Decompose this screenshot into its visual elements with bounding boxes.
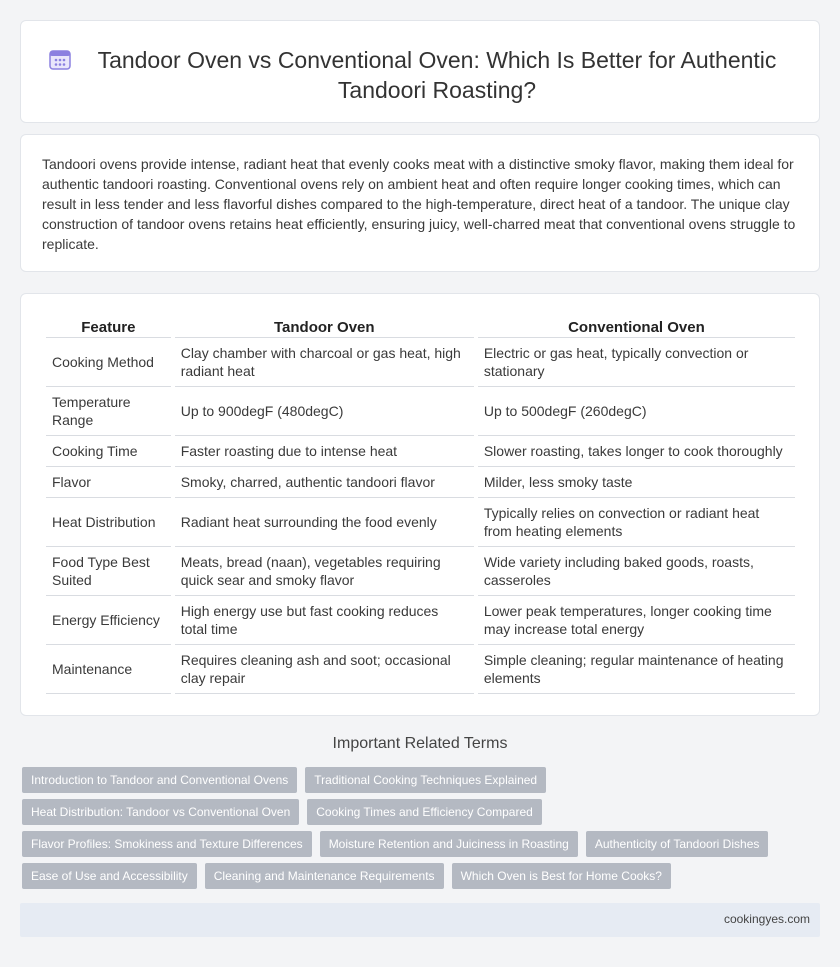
related-term-tag[interactable]: Heat Distribution: Tandoor vs Conventional Oven bbox=[22, 799, 299, 825]
feature-cell: Energy Efficiency bbox=[46, 596, 171, 645]
footer-site-link[interactable]: cookingyes.com bbox=[723, 912, 810, 926]
tandoor-cell: Meats, bread (naan), vegetables requiring quick sear and smoky flavor bbox=[175, 547, 474, 596]
header-feature: Feature bbox=[46, 316, 171, 338]
conventional-cell: Typically relies on convection or radiant heat from heating elements bbox=[478, 498, 795, 547]
tag-row bbox=[22, 767, 812, 793]
feature-cell: Maintenance bbox=[46, 645, 171, 694]
conventional-cell: Electric or gas heat, typically convection or stationary bbox=[478, 338, 795, 387]
related-terms-heading: Important Related Terms bbox=[332, 735, 508, 752]
tandoor-cell: Radiant heat surrounding the food evenly bbox=[175, 498, 474, 547]
table-row bbox=[46, 596, 795, 645]
related-term-tag[interactable]: Flavor Profiles: Smokiness and Texture Differences bbox=[22, 831, 312, 857]
table-header-row bbox=[46, 316, 795, 338]
related-term-tag[interactable]: Which Oven is Best for Home Cooks? bbox=[452, 863, 671, 889]
footer bbox=[20, 903, 820, 937]
tag-row bbox=[22, 799, 812, 825]
header-conventional-oven: Conventional Oven bbox=[478, 316, 795, 338]
related-term-tag[interactable]: Introduction to Tandoor and Conventional Ovens bbox=[22, 767, 297, 793]
conventional-cell: Up to 500degF (260degC) bbox=[478, 387, 795, 436]
tandoor-cell: Requires cleaning ash and soot; occasional clay repair bbox=[175, 645, 474, 694]
tandoor-cell: High energy use but fast cooking reduces total time bbox=[175, 596, 474, 645]
feature-cell: Cooking Time bbox=[46, 436, 171, 467]
table-row bbox=[46, 498, 795, 547]
conventional-cell: Slower roasting, takes longer to cook thoroughly bbox=[478, 436, 795, 467]
related-term-tag[interactable]: Cleaning and Maintenance Requirements bbox=[205, 863, 444, 889]
conventional-cell: Simple cleaning; regular maintenance of heating elements bbox=[478, 645, 795, 694]
conventional-cell: Milder, less smoky taste bbox=[478, 467, 795, 498]
table-row bbox=[46, 436, 795, 467]
related-term-tag[interactable]: Moisture Retention and Juiciness in Roasting bbox=[320, 831, 578, 857]
related-term-tag[interactable]: Traditional Cooking Techniques Explained bbox=[305, 767, 546, 793]
title-card bbox=[20, 20, 820, 123]
comparison-table-card bbox=[20, 293, 820, 716]
table-row bbox=[46, 338, 795, 387]
related-term-tag[interactable]: Ease of Use and Accessibility bbox=[22, 863, 197, 889]
page-title: Tandoor Oven vs Conventional Oven: Which Is Better for Authentic Tandoori Roasting? bbox=[97, 47, 777, 103]
feature-cell: Cooking Method bbox=[46, 338, 171, 387]
intro-card bbox=[20, 134, 820, 272]
table-row bbox=[46, 387, 795, 436]
related-term-tag[interactable]: Cooking Times and Efficiency Compared bbox=[307, 799, 542, 825]
table-row bbox=[46, 645, 795, 694]
tandoor-cell: Faster roasting due to intense heat bbox=[175, 436, 474, 467]
tandoor-cell: Clay chamber with charcoal or gas heat, high radiant heat bbox=[175, 338, 474, 387]
feature-cell: Flavor bbox=[46, 467, 171, 498]
tandoor-cell: Smoky, charred, authentic tandoori flavor bbox=[175, 467, 474, 498]
related-terms-list bbox=[22, 767, 812, 895]
tag-row bbox=[22, 831, 812, 857]
comparison-table bbox=[42, 316, 799, 694]
feature-cell: Food Type Best Suited bbox=[46, 547, 171, 596]
conventional-cell: Lower peak temperatures, longer cooking time may increase total energy bbox=[478, 596, 795, 645]
tag-row bbox=[22, 863, 812, 889]
intro-paragraph: Tandoori ovens provide intense, radiant heat that evenly cooks meat with a distinctive smoky flavor, making them ideal for authentic tandoori roasting. Conventional ovens rely on ambient heat and often require longer cooking times, which can result in less tender and less flavorful dishes compared to the high-temperature, direct heat of a tandoor. The unique clay construction of tandoor ovens retains heat efficiently, ensuring juicy, well-charred meat that conventional ovens struggle to replicate. bbox=[42, 156, 796, 252]
feature-cell: Heat Distribution bbox=[46, 498, 171, 547]
table-row bbox=[46, 547, 795, 596]
table-row bbox=[46, 467, 795, 498]
tandoor-cell: Up to 900degF (480degC) bbox=[175, 387, 474, 436]
related-term-tag[interactable]: Authenticity of Tandoori Dishes bbox=[586, 831, 769, 857]
feature-cell: Temperature Range bbox=[46, 387, 171, 436]
header-tandoor-oven: Tandoor Oven bbox=[175, 316, 474, 338]
conventional-cell: Wide variety including baked goods, roasts, casseroles bbox=[478, 547, 795, 596]
